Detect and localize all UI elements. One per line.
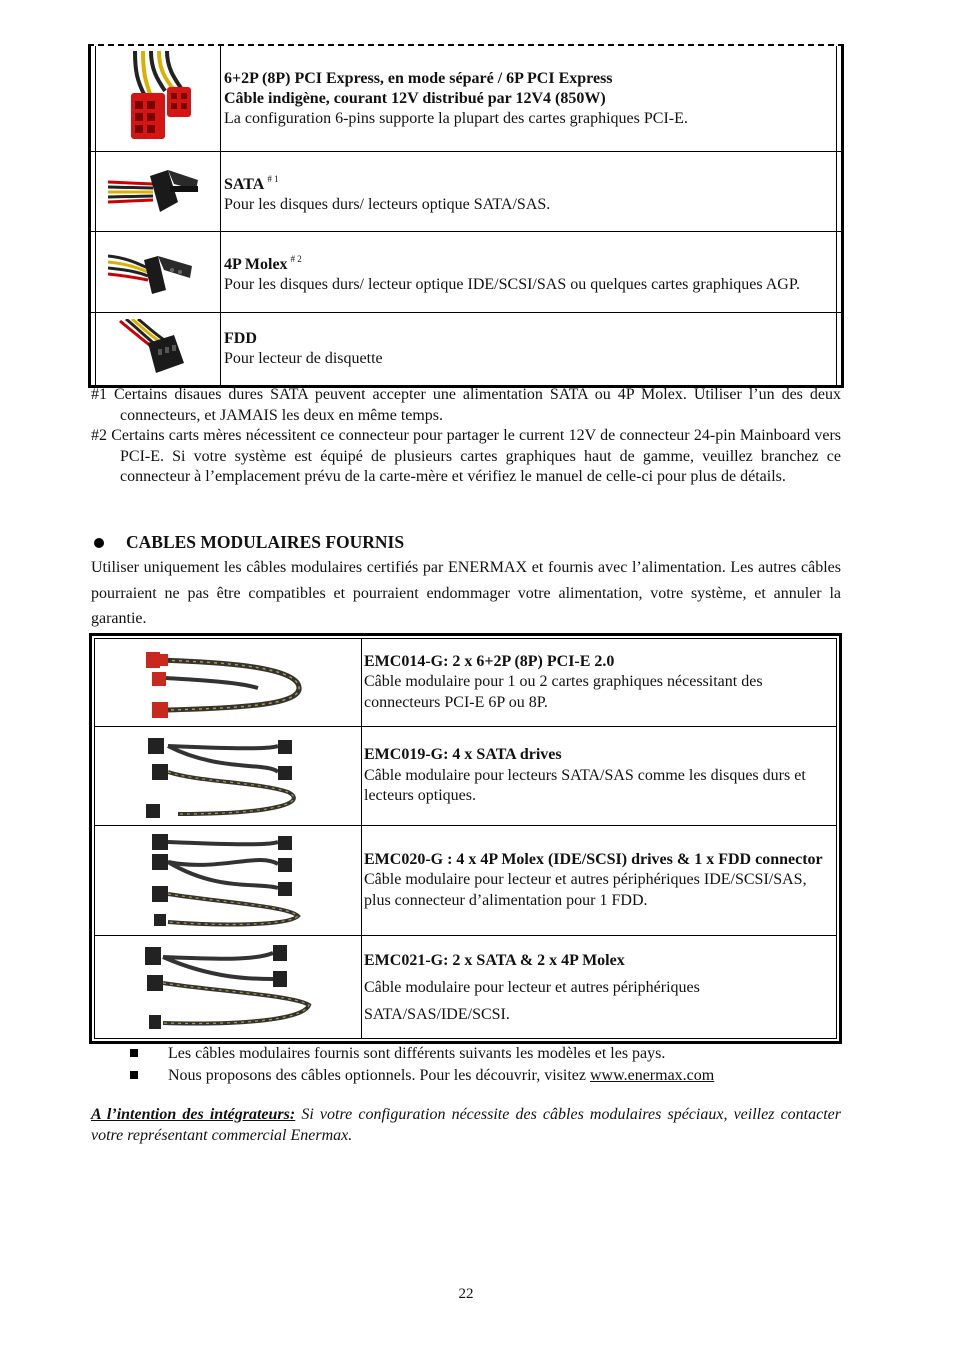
integrators-note	[91, 1104, 841, 1146]
cable-desc: Câble modulaire pour lecteur et autres périphériques IDE/SCSI/SAS, plus connecteur d’alimentation pour 1 FDD.	[364, 871, 807, 909]
pcie-cable-icon	[95, 639, 362, 726]
connector-row-fdd	[91, 313, 841, 385]
connector-desc: La configuration 6-pins supporte la plupart des cartes graphiques PCI-E.	[224, 109, 688, 127]
cable-title: EMC021-G: 2 x SATA & 2 x 4P Molex	[364, 951, 625, 969]
footnotes	[91, 385, 841, 488]
sata-cable-icon	[95, 727, 362, 825]
cable-desc: Câble modulaire pour 1 ou 2 cartes graphiques nécessitant des connecteurs PCI-E 6P ou 8P.	[364, 673, 763, 711]
bullet-text: Les câbles modulaires fournis sont différents suivants les modèles et les pays.	[168, 1045, 666, 1062]
cable-desc: Câble modulaire pour lecteur et autres périphériques SATA/SAS/IDE/SCSI.	[364, 978, 700, 1023]
integrators-label: A l’intention des intégrateurs:	[91, 1106, 296, 1123]
square-bullet-icon	[130, 1071, 138, 1079]
info-bullets	[130, 1043, 714, 1087]
enermax-link[interactable]: www.enermax.com	[589, 1067, 715, 1084]
connector-text	[221, 46, 837, 151]
connector-text	[221, 313, 837, 385]
cable-title: EMC014-G: 2 x 6+2P (8P) PCI-E 2.0	[364, 652, 615, 670]
cable-text	[362, 639, 836, 726]
page-number: 22	[458, 1286, 474, 1302]
cable-row	[95, 936, 836, 1038]
cable-row	[95, 826, 836, 936]
bullet-dot-icon	[94, 538, 104, 548]
connector-desc: Pour lecteur de disquette	[224, 350, 383, 367]
connector-text	[221, 232, 837, 312]
footnote-1: #1 Certains disaues dures SATA peuvent accepter une alimentation SATA ou 4P Molex. Utiliser l’un des deux connecteurs, et JAMAIS les deux en même temps.	[91, 386, 841, 424]
section-title: CABLES MODULAIRES FOURNIS	[126, 532, 405, 552]
footnote-ref: # 1	[267, 173, 279, 184]
molex-cable-icon	[95, 826, 362, 935]
mixed-cable-icon	[95, 936, 362, 1038]
connector-title: SATA	[224, 175, 265, 193]
footnote-2: #2 Certains carts mères nécessitent ce connecteur pour partager le current 12V de connecteur 24-pin Mainboard vers PCI-E. Si votre système est équipé de plusieurs cartes graphiques haut de gamme, veuillez branchez ce connecteur à l’emplacement prévu de la carte-mère et vérifiez le manuel de celle-ci pour plus de détails.	[91, 427, 841, 485]
cable-text	[362, 727, 836, 825]
footnote-ref: # 2	[290, 254, 302, 264]
connector-desc: Pour les disques durs/ lecteurs optique SATA/SAS.	[224, 195, 551, 213]
bullet-item	[130, 1043, 714, 1065]
connector-row-pcie	[91, 46, 841, 152]
bullet-item	[130, 1065, 714, 1087]
fdd-connector-icon	[95, 313, 221, 385]
connector-text	[221, 152, 837, 231]
cable-desc: Câble modulaire pour lecteurs SATA/SAS comme les disques durs et lecteurs optiques.	[364, 766, 806, 805]
connector-title: 4P Molex	[224, 256, 288, 273]
cable-row	[95, 639, 836, 727]
connector-title: FDD	[224, 330, 257, 347]
cable-title: EMC019-G: 4 x SATA drives	[364, 746, 562, 764]
connector-title: 6+2P (8P) PCI Express, en mode séparé / 6P PCI Express	[224, 69, 613, 87]
connector-subtitle: Câble indigène, courant 12V distribué par 12V4 (850W)	[224, 89, 606, 107]
pcie-connector-icon	[95, 46, 221, 151]
section-heading	[91, 532, 404, 553]
connector-row-molex	[91, 232, 841, 313]
molex-connector-icon	[95, 232, 221, 312]
modular-cable-table	[89, 633, 842, 1044]
connector-table	[88, 44, 844, 388]
integrators-text: Si votre configuration nécessite des câbles modulaires spéciaux, veillez contacter votre représentant commercial Enermax.	[91, 1106, 842, 1144]
sata-connector-icon	[95, 152, 221, 231]
cable-title: EMC020-G : 4 x 4P Molex (IDE/SCSI) drives & 1 x FDD connector	[364, 850, 823, 868]
square-bullet-icon	[130, 1049, 138, 1057]
connector-desc: Pour les disques durs/ lecteur optique IDE/SCSI/SAS ou quelques cartes graphiques AGP.	[224, 276, 800, 293]
modular-cable-table-inner	[94, 638, 837, 1039]
section-intro: Utiliser uniquement les câbles modulaires certifiés par ENERMAX et fournis avec l’alimentation. Les autres câbles pourraient ne pas être compatibles et pourraient endommager votre alimentation, votre système, et annuler la garantie.	[91, 559, 841, 627]
bullet-text: Nous proposons des câbles optionnels. Pour les découvrir, visitez	[168, 1067, 590, 1084]
connector-row-sata	[91, 152, 841, 232]
cable-row	[95, 727, 836, 826]
cable-text	[362, 826, 836, 935]
cable-text	[362, 936, 836, 1038]
